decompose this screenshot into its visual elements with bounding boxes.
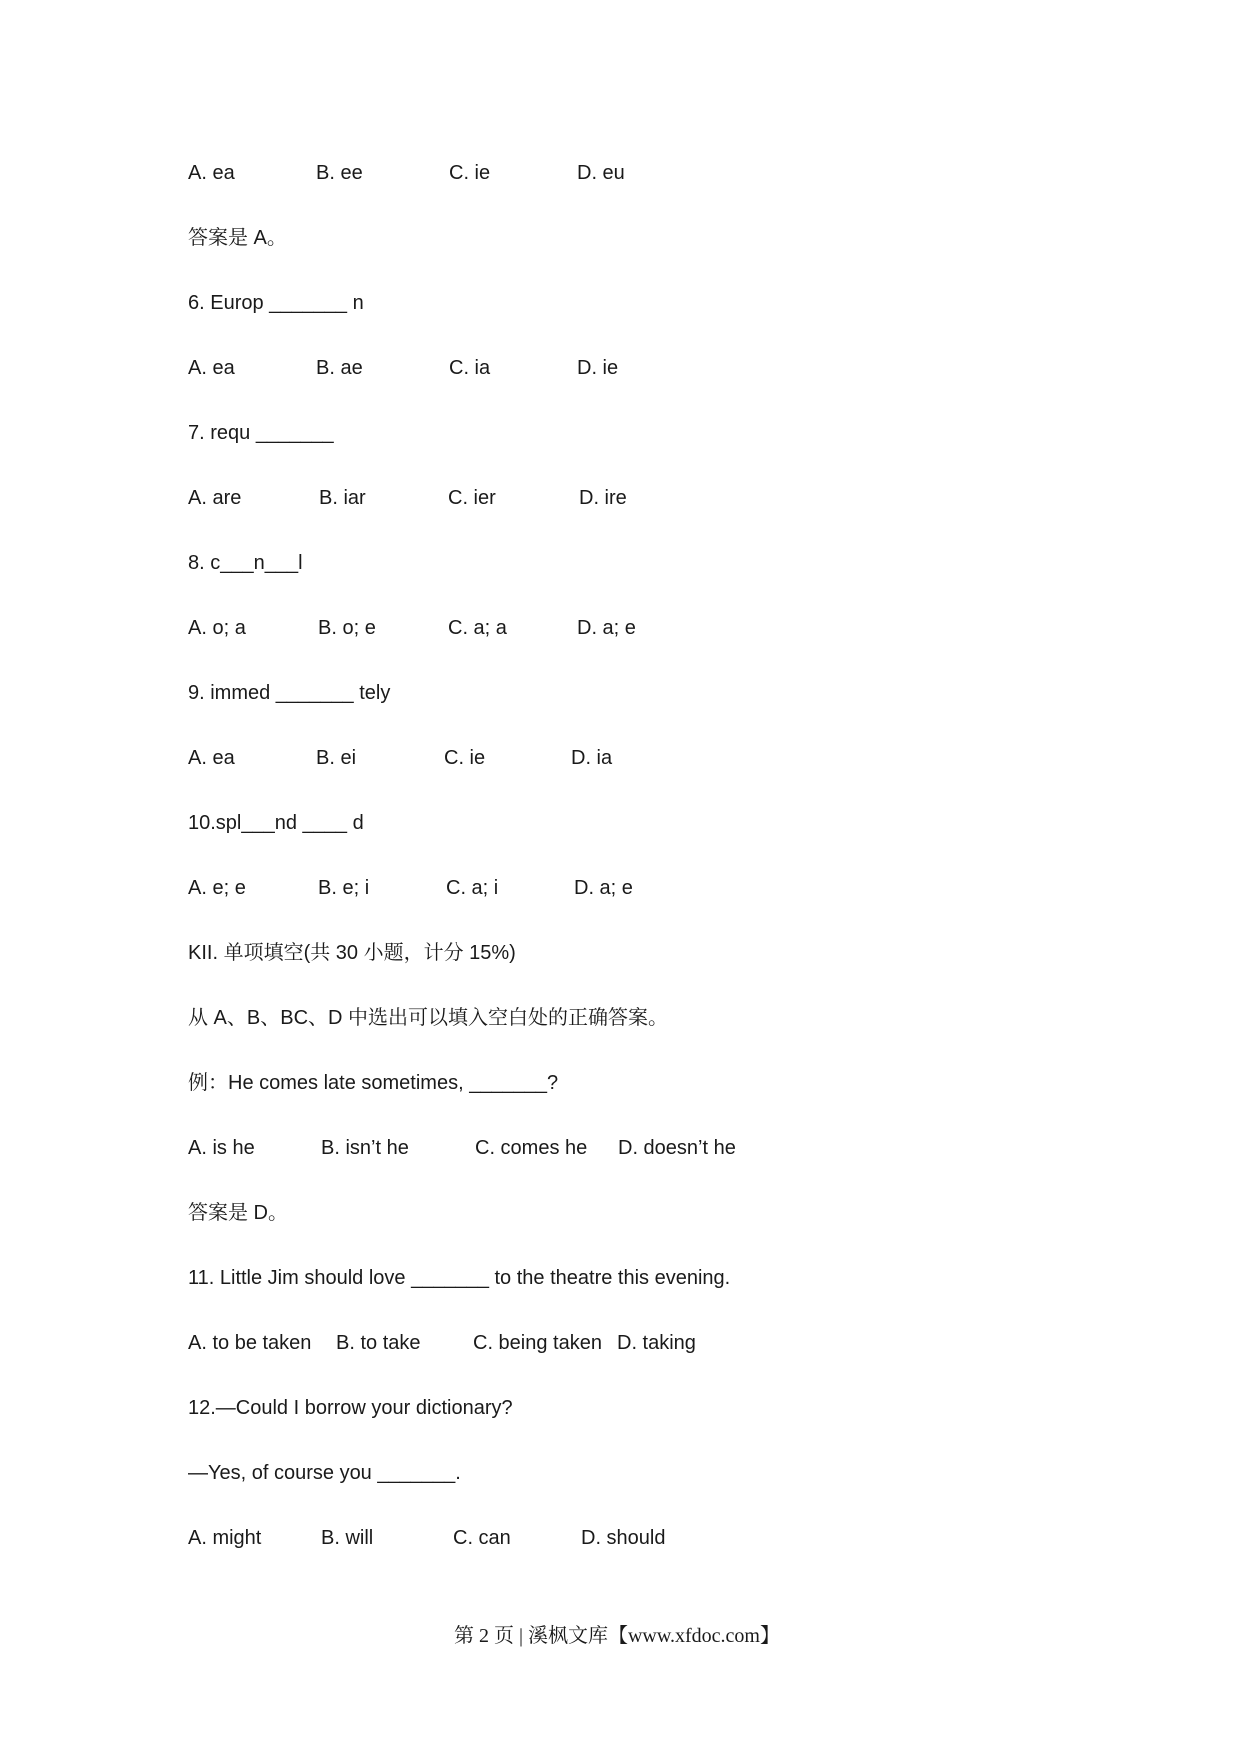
option-b: B. isn’t he bbox=[321, 1137, 409, 1159]
option-d: D. ia bbox=[571, 747, 613, 769]
option-d: D. a; e bbox=[574, 877, 633, 899]
option-b: B. to take bbox=[336, 1332, 421, 1354]
question-8: 8. c___n___l bbox=[188, 552, 303, 574]
question-12: 12.—Could I borrow your dictionary? bbox=[188, 1397, 513, 1419]
question-6: 6. Europ _______ n bbox=[188, 292, 364, 314]
option-c: C. ie bbox=[444, 747, 486, 769]
question-10: 10.spl___nd ____ d bbox=[188, 812, 364, 834]
option-b: B. e; i bbox=[318, 877, 370, 899]
answer-line: 答案是 A。 bbox=[188, 227, 287, 249]
option-c: C. ia bbox=[449, 357, 491, 379]
option-d: D. should bbox=[581, 1527, 666, 1549]
section-title: KII. 单项填空(共 30 小题，计分 15%) bbox=[188, 942, 516, 964]
question-11: 11. Little Jim should love _______ to the theatre this evening. bbox=[188, 1267, 731, 1289]
section-instruction: 从 A、B、BC、D 中选出可以填入空白处的正确答案。 bbox=[188, 1007, 669, 1029]
option-c: C. a; a bbox=[448, 617, 507, 639]
example-question: 例：He comes late sometimes, _______? bbox=[188, 1072, 559, 1094]
option-a: A. ea bbox=[188, 357, 235, 379]
option-c: C. a; i bbox=[446, 877, 499, 899]
option-b: B. ei bbox=[316, 747, 357, 769]
option-b: B. will bbox=[321, 1527, 374, 1549]
option-d: D. taking bbox=[617, 1332, 696, 1354]
option-a: A. are bbox=[188, 487, 242, 509]
option-c: C. comes he bbox=[475, 1137, 588, 1159]
option-a: A. e; e bbox=[188, 877, 246, 899]
answer-line: 答案是 D。 bbox=[188, 1202, 288, 1224]
option-a: A. ea bbox=[188, 747, 235, 769]
option-c: C. being taken bbox=[473, 1332, 602, 1354]
option-d: D. ie bbox=[577, 357, 619, 379]
option-d: D. doesn’t he bbox=[618, 1137, 736, 1159]
option-a: A. o; a bbox=[188, 617, 246, 639]
option-c: C. ier bbox=[448, 487, 496, 509]
option-a: A. is he bbox=[188, 1137, 255, 1159]
option-b: B. ee bbox=[316, 162, 363, 184]
option-d: D. eu bbox=[577, 162, 625, 184]
option-b: B. ae bbox=[316, 357, 363, 379]
option-a: A. ea bbox=[188, 162, 235, 184]
option-d: D. ire bbox=[579, 487, 627, 509]
question-9: 9. immed _______ tely bbox=[188, 682, 391, 704]
option-c: C. can bbox=[453, 1527, 511, 1549]
option-d: D. a; e bbox=[577, 617, 636, 639]
option-a: A. to be taken bbox=[188, 1332, 312, 1354]
question-12-reply: —Yes, of course you _______. bbox=[188, 1462, 461, 1484]
page-footer: 第 2 页 | 溪枫文库【www.xfdoc.com】 bbox=[453, 1625, 780, 1647]
option-c: C. ie bbox=[449, 162, 491, 184]
option-b: B. iar bbox=[319, 487, 366, 509]
option-a: A. might bbox=[188, 1527, 262, 1549]
question-7: 7. requ _______ bbox=[188, 422, 334, 444]
option-b: B. o; e bbox=[318, 617, 376, 639]
